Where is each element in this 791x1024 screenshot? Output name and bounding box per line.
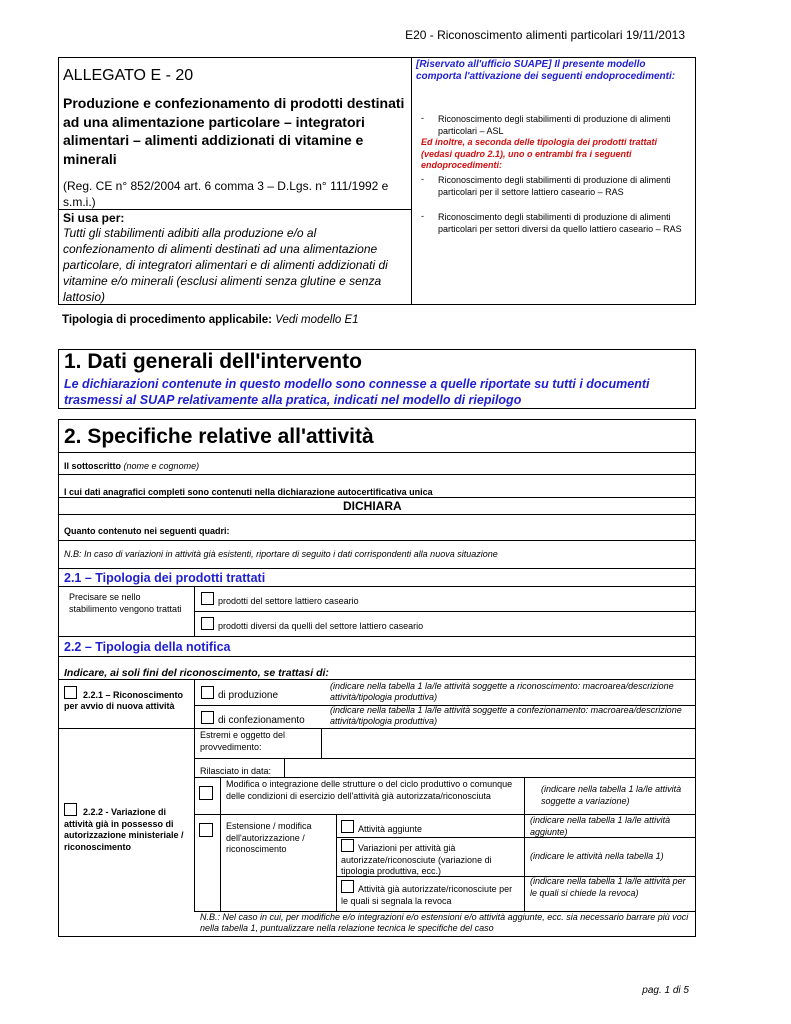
section2-title: 2. Specifiche relative all'attività (64, 425, 374, 448)
revoca-note: (indicare nella tabella 1 la/le attività per le quali si chiede la revoca) (530, 876, 686, 898)
r221-produzione[interactable] (201, 686, 278, 701)
section1-text: Le dichiarazioni contenute in questo modello sono connesse a quelle riportate su tutti i documenti trasmessi al SUAP relativamente alla pratica, indicati nel modello di riepilogo (64, 377, 650, 407)
revoca-label: Attività già autorizzate/riconosciute per le quali si segnala la revoca (341, 884, 513, 906)
riservato-item-1: Riconoscimento degli stabilimenti di produzione di alimenti particolari – ASL (438, 114, 671, 136)
riservato-dash-2: - (421, 174, 424, 184)
quanto-text: Quanto contenuto nei seguenti quadri: (64, 526, 230, 536)
rilasciato-input[interactable] (285, 759, 694, 776)
sottoscritto-label: Il sottoscritto (64, 461, 122, 471)
checkbox-icon[interactable] (341, 839, 354, 852)
s21-option-diversi-label: prodotti diversi da quelli del settore lattiero caseario (218, 621, 424, 631)
allegato-label: ALLEGATO E - 20 (63, 67, 194, 84)
estremi-input[interactable] (322, 729, 694, 757)
checkbox-icon[interactable] (201, 711, 214, 724)
tipologia-line (62, 314, 359, 326)
r221-confezionamento-note: (indicare nella tabella 1 la/le attività soggette a confezionamento: macroarea/descrizione attività/tipologia produttiva) (330, 705, 682, 726)
riservato-title: [Riservato all'ufficio SUAPE] Il presente modello comporta l'attivazione dei seguenti endoprocedimenti: (416, 59, 676, 82)
riservato-dash-1: - (421, 113, 424, 123)
section1-title: 1. Dati generali dell'intervento (64, 350, 362, 373)
s21-option-lattiero[interactable] (201, 592, 359, 606)
sottoscritto-line (64, 461, 199, 471)
aggiunte-note: (indicare nella tabella 1 la/le attività aggiunte) (530, 815, 671, 837)
allegato-title: Produzione e confezionamento di prodotti destinati ad una alimentazione particolare – integratori alimentari – alimenti addizionati di vitamine e minerali (63, 95, 405, 167)
s21-left-text: Precisare se nello stabilimento vengono trattati (69, 592, 182, 614)
page-number: pag. 1 di 5 (642, 985, 689, 996)
rilasciato-label: Rilasciato in data: (200, 766, 272, 776)
s21-title: 2.1 – Tipologia dei prodotti trattati (64, 571, 266, 585)
r221-produzione-label: di produzione (218, 690, 279, 701)
tipologia-value: Vedi modello E1 (275, 314, 359, 326)
anagrafici-text: I cui dati anagrafici completi sono contenuti nella dichiarazione autocertificativa unica (64, 487, 433, 497)
riservato-dash-3: - (421, 211, 424, 221)
r221-label-text: 2.2.1 – Riconoscimento per avvio di nuova attività (64, 690, 184, 711)
r222-label[interactable] (64, 803, 189, 853)
sottoscritto-hint: (nome e cognome) (123, 461, 200, 471)
r221-confezionamento-label: di confezionamento (218, 715, 305, 726)
variazioni-option[interactable] (341, 839, 521, 878)
document-header: E20 - Riconoscimento alimenti particolari 19/11/2013 (405, 28, 685, 42)
dichiara-label: DICHIARA (343, 499, 402, 513)
s21-option-lattiero-label: prodotti del settore lattiero caseario (218, 596, 359, 606)
checkbox-icon[interactable] (201, 686, 214, 699)
si-usa-label: Si usa per: (63, 211, 125, 225)
estensione-checkbox[interactable] (199, 823, 213, 837)
riservato-item-2: Riconoscimento degli stabilimenti di produzione di alimenti particolari per il settore lattiero caseario – RAS (438, 175, 671, 197)
aggiunte-option[interactable] (341, 820, 422, 834)
allegato-reg: (Reg. CE n° 852/2004 art. 6 comma 3 – D.Lgs. n° 111/1992 e s.m.i.) (63, 179, 389, 209)
r221-label[interactable] (64, 686, 192, 712)
checkbox-icon[interactable] (201, 592, 214, 605)
checkbox-icon[interactable] (341, 820, 354, 833)
aggiunte-label: Attività aggiunte (358, 824, 423, 834)
modifica-note: (indicare nella tabella 1 la/le attività soggette a variazione) (541, 784, 682, 806)
r222-label-text: 2.2.2 - Variazione di attività già in possesso di autorizzazione ministeriale / riconoscimento (64, 807, 184, 852)
checkbox-icon[interactable] (64, 686, 77, 699)
checkbox-icon[interactable] (64, 803, 77, 816)
estremi-label: Estremi e oggetto del provvedimento: (200, 730, 286, 752)
modifica-text: Modifica o integrazione delle strutture o del ciclo produttivo o comunque delle condizioni di esercizio dell'attività già autorizzata/riconosciuta (226, 779, 513, 801)
nb-variazioni: N.B: In caso di variazioni in attività già esistenti, riportare di seguito i dati corrispondenti alla nuova situazione (64, 549, 498, 559)
estensione-text: Estensione / modifica dell'autorizzazione / riconoscimento (226, 821, 312, 854)
variazioni-label: Variazioni per attività già autorizzate/riconosciute (variazione di tipologia produttiva, ecc.) (341, 843, 492, 876)
revoca-option[interactable] (341, 880, 521, 907)
s22-indicare: Indicare, ai soli fini del riconoscimento, se trattasi di: (64, 667, 329, 679)
tipologia-label: Tipologia di procedimento applicabile: (62, 314, 273, 326)
nb-final: N.B.: Nel caso in cui, per modifiche e/o integrazioni e/o estensioni e/o attività aggiunte, ecc. sia necessario barrare più voci nella tabella 1, puntualizzare nella relazione tecnica le specifiche del caso (200, 912, 689, 933)
checkbox-icon[interactable] (341, 880, 354, 893)
variazioni-note: (indicare le attività nella tabella 1) (530, 851, 664, 861)
si-usa-text: Tutti gli stabilimenti adibiti alla produzione e/o al confezionamento di alimenti destinati ad una alimentazione particolare, di integratori alimentari e di alimenti addizionati di vitamine e/o minerali (esclusi alimenti senza glutine e senza lattosio) (63, 226, 388, 304)
riservato-red-note: Ed inoltre, a seconda delle tipologia dei prodotti trattati (vedasi quadro 2.1), uno o entrambi fra i seguenti endoprocedimenti: (421, 137, 658, 170)
checkbox-icon[interactable] (201, 617, 214, 630)
s21-option-diversi[interactable] (201, 617, 423, 631)
modifica-checkbox[interactable] (199, 786, 213, 800)
r221-produzione-note: (indicare nella tabella 1 la/le attività soggette a riconoscimento: macroarea/descrizione attività/tipologia produttiva) (330, 681, 674, 702)
r221-confezionamento[interactable] (201, 711, 305, 726)
s22-title: 2.2 – Tipologia della notifica (64, 640, 231, 654)
riservato-item-3: Riconoscimento degli stabilimenti di produzione di alimenti particolari per settori diversi da quello lattiero caseario – RAS (438, 212, 682, 234)
